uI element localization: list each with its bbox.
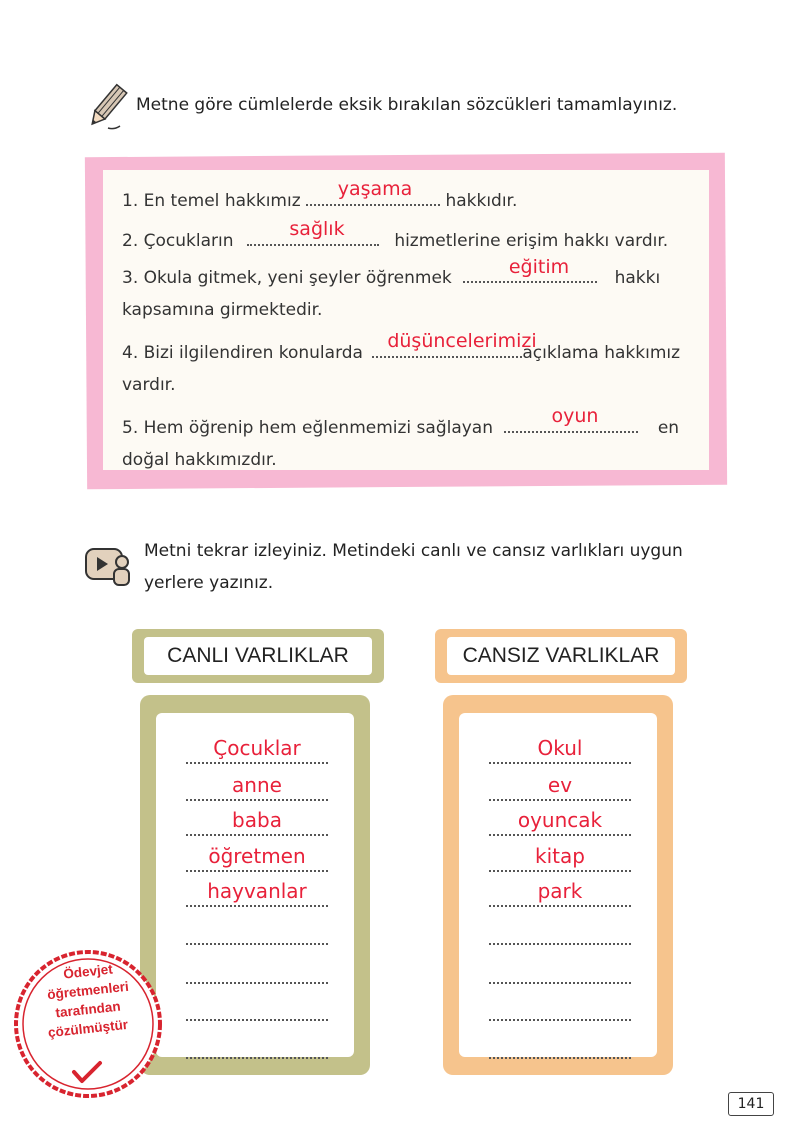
- item-2: 2. Çocukların hizmetlerine erişim hakkı vardır.: [122, 226, 668, 251]
- answer-2: sağlık: [289, 218, 345, 240]
- list-item: baba: [186, 808, 328, 836]
- list-item: [489, 993, 631, 1021]
- item-3: 3. Okula gitmek, yeni şeyler öğrenmek hakkı: [122, 263, 660, 288]
- answer-5: oyun: [551, 405, 599, 427]
- item-5: 5. Hem öğrenip hem eğlenmemizi sağlayan en: [122, 413, 679, 438]
- living-header-label: CANLI VARLIKLAR: [144, 637, 372, 675]
- list-item: kitap: [489, 844, 631, 872]
- list-item: anne: [186, 773, 328, 801]
- list-item: oyuncak: [489, 808, 631, 836]
- section1-instruction: Metne göre cümlelerde eksik bırakılan sözcükleri tamamlayınız.: [136, 95, 678, 115]
- answer-3: eğitim: [508, 256, 570, 278]
- answer-4: düşüncelerimizi: [387, 330, 537, 352]
- list-item: [489, 917, 631, 945]
- list-item: [489, 1031, 631, 1059]
- living-header: [132, 629, 384, 683]
- list-item: hayvanlar: [186, 879, 328, 907]
- section2-instruction-line2: yerlere yazınız.: [144, 573, 274, 593]
- item-3-cont: kapsamına girmektedir.: [122, 300, 323, 320]
- section2-instruction-line1: Metni tekrar izleyiniz. Metindeki canlı ve cansız varlıkları uygun: [144, 541, 683, 561]
- answer-1: yaşama: [337, 178, 413, 200]
- nonliving-header-label: CANSIZ VARLIKLAR: [447, 637, 675, 675]
- list-item: [186, 917, 328, 945]
- list-item: Çocuklar: [186, 736, 328, 764]
- list-item: [489, 956, 631, 984]
- item-4-cont: vardır.: [122, 375, 176, 395]
- list-item: park: [489, 879, 631, 907]
- living-list: [140, 695, 370, 1075]
- pencil-icon: [86, 80, 130, 132]
- list-item: öğretmen: [186, 844, 328, 872]
- page-number: 141: [728, 1092, 774, 1116]
- item-5-cont: doğal hakkımızdır.: [122, 450, 277, 470]
- item-4: 4. Bizi ilgilendiren konularda açıklama hakkımız: [122, 338, 680, 363]
- stamp-text: Ödevjet öğretmenleri tarafından çözülmüştür: [46, 961, 130, 1041]
- nonliving-list: [443, 695, 673, 1075]
- list-item: [186, 956, 328, 984]
- list-item: [186, 993, 328, 1021]
- item-1: 1. En temel hakkımız hakkıdır.: [122, 186, 517, 211]
- video-watch-icon: [84, 545, 130, 587]
- list-item: [186, 1031, 328, 1059]
- nonliving-header: [435, 629, 687, 683]
- list-item: ev: [489, 773, 631, 801]
- list-item: Okul: [489, 736, 631, 764]
